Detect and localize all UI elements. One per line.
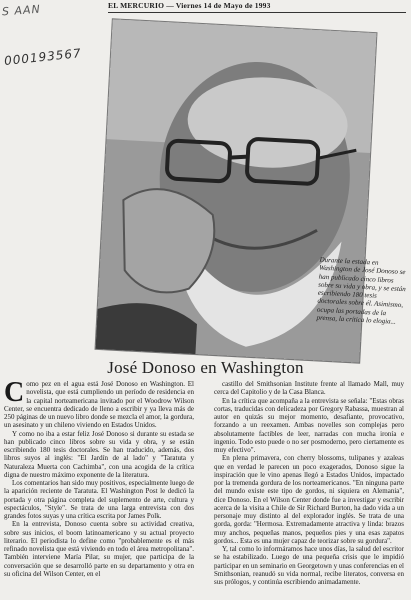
paragraph: Y como no iba a estar feliz José Donoso si durante su estada se han publicado cinco libros sobre su vida y obra, y se están escribiendo 180 tesis doctorales. Se han traducido, además, dos libros suyos al inglés: "El Jardín de al lado" y "Taratuta y Naturaleza Muerta con Cachimba", con una acogida de la crítica digna de nuestro máximo exponente de la literatura. [4,429,194,479]
paragraph-1-text: omo pez en el agua está José Donoso en Washington. El novelista, que está cumpliendo un período de residencia en la capital norteamericana invitado por el Woodrow Wilson Center, se encuentra dedicado de lleno a escribir y ya lleva más de 250 páginas de un nuevo libro donde se mezcla el amor, la gordura, un asesinato y un chileno viviendo en Estados Unidos. [4,380,194,430]
paragraph: En la entrevista, Donoso cuenta sobre su actividad creativa, sobre sus inicios, el boom latinoamericano y su actual proyecto literario. El periodista lo define como "probablemente es el más refinado novelista que está viviendo en todo el área metropolitana". También interviene María Pilar, su mujer, que participa de la conversación que se desarrolló parte en su departamento y otra en su oficina del Wilson Center, en el [4,520,194,578]
paragraph-1 [4,377,194,430]
handwritten-note: S AAN [1,2,42,19]
newspaper-header: EL MERCURIO — Viernes 14 de Mayo de 1993 [108,1,271,10]
paragraph: En la crítica que acompaña a la entrevista se señala: "Estas obras cortas, traducidas con delicadeza por Gregory Rabassa, muestran al autor en quizás su mejor momento, desafiante, provocativo, forzando a un reexamen. Ambas novelles son complejas pero absolutamente factibles de leer, narradas con mucha ironía e ingenio. Todo esto puede o no ser posmoderno, pero ciertamente es muy efectivo". [214,396,404,454]
paragraph: castillo del Smithsonian Institute frente al llamado Mall, muy cerca del Capitolio y de la Casa Blanca. [214,380,404,397]
article-column-right [214,380,404,586]
paragraph: Y, tal como lo informáramos hace unos días, la salud del escritor se ha estabilizado. Luego de una pequeña crisis que le impidió participar en un seminario en Georgetown y unas conferencias en el Smithsonian, reanudó su vida normal, recibe literatos, conversa en sus prólogos, y continúa escribiendo animadamente. [214,545,404,586]
header-rule [108,12,406,13]
article-column-left [4,377,194,578]
photo-caption: Durante la estada en Washington de José Donoso se han publicado cinco libros sobre su vida y obra, y se están escribiendo 180 tesis doctorales sobre él. Asimismo, ocupa las portadas de la prensa, la crítica lo elogia... [316,255,407,326]
paragraph: En plena primavera, con cherry blossoms, tulipanes y azaleas que en verdad le parecen un poco exagerados, Donoso sigue la inspiración que le vino apenas llegó a Estados Unidos, impactado por la tremenda gordura de los norteamericanos. "En ninguna parte del mundo existe este tipo de gordos, ni siquiera en Alemania", dice Donoso. En el Wilson Center donde fue a investigar y escribir acerca de la visita a Chile de Sir Richard Burton, ha dado vida a un personaje muy distinto al del explorador inglés. Se trata de una gorda, gorda: "Hermosa. Extremadamente atractiva y linda: brazos muy anchos, pequeñas manos, pequeños pies y una esas zapatos gordos... Esta es una mujer capaz de teorizar sobre su gordura". [214,454,404,545]
archive-code: 000193567 [3,45,83,69]
drop-cap: C [4,377,25,408]
article-title: José Donoso en Washington [107,358,304,377]
paragraph: Los comentarios han sido muy positivos, especialmente luego de la aparición reciente de Taratuta. El Washington Post le dedicó la portada y otra página completa del suplemento de arte, cultura y espectáculos, "Style". Se trata de una larga entrevista con dos grandes fotos suyas y una crítica escrita por James Polk. [4,479,194,520]
